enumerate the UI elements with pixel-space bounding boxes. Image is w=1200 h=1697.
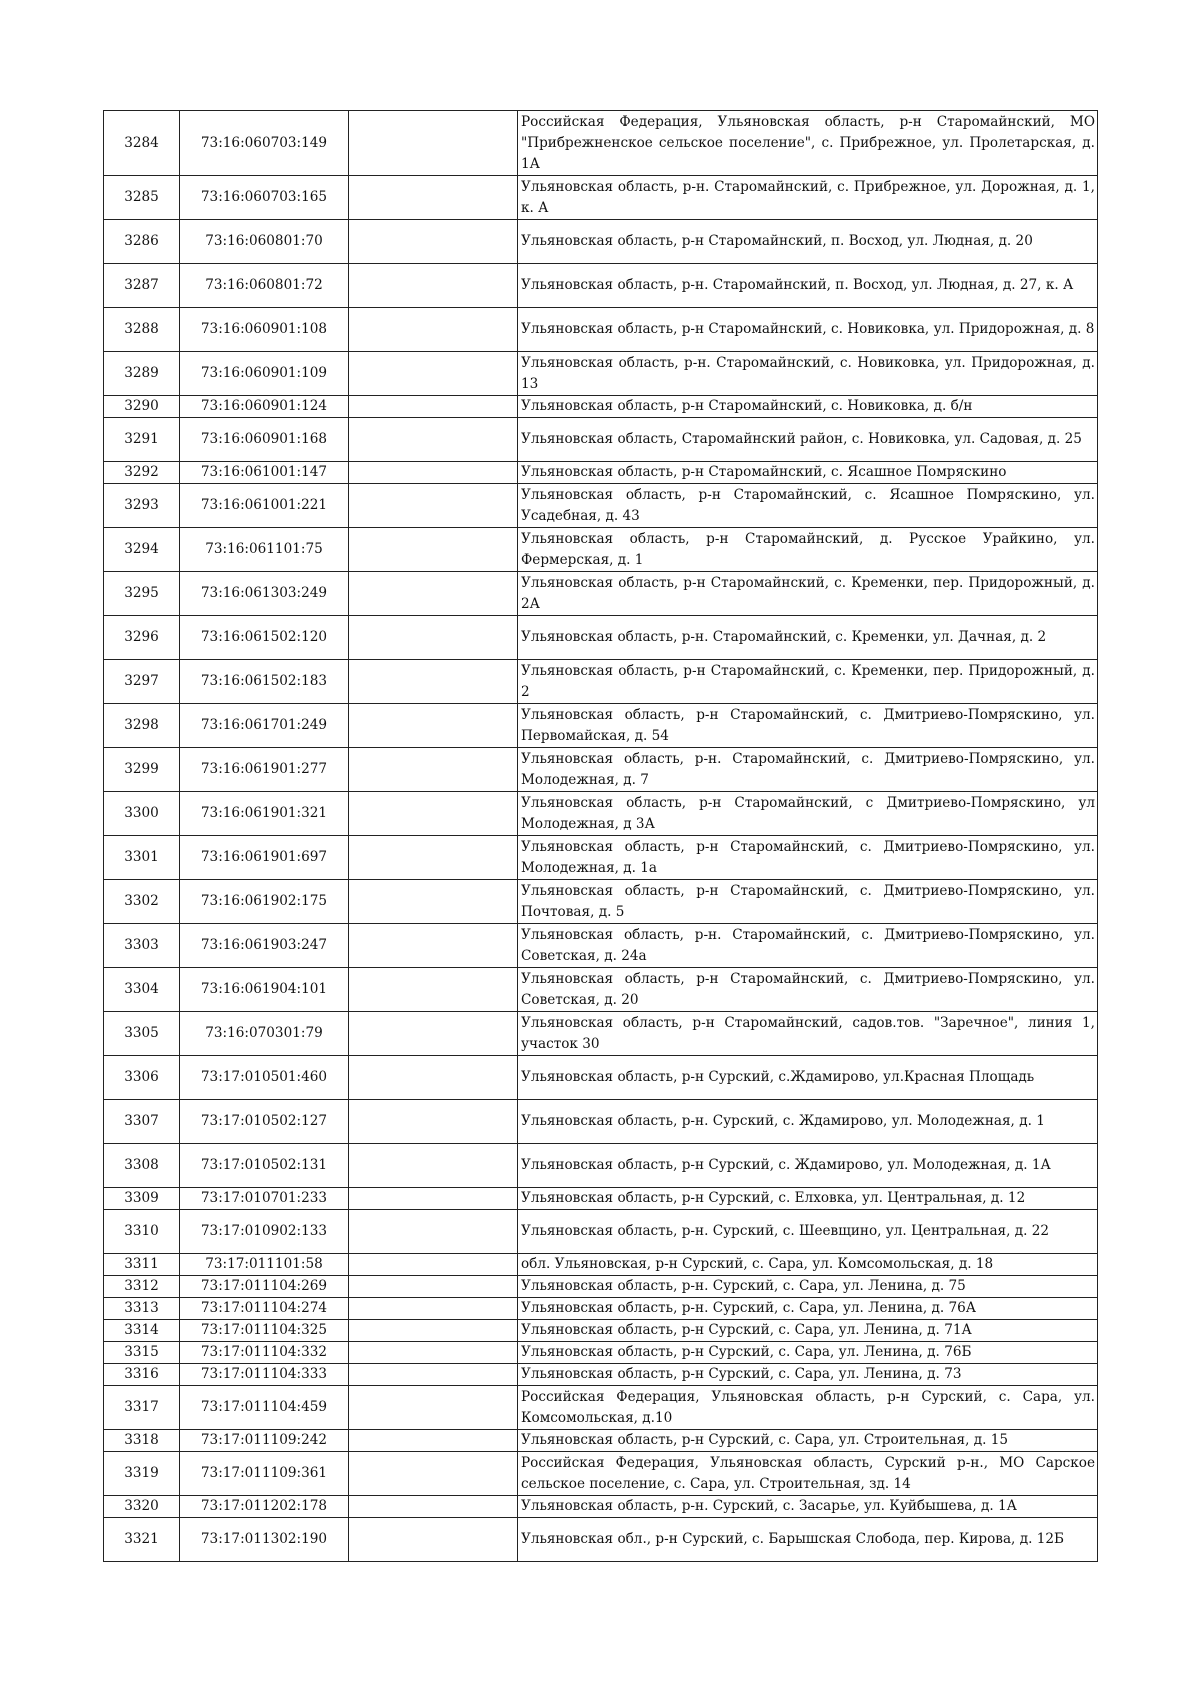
registry-table [103, 110, 1098, 1562]
cadastral-number-cell: 73:17:010902:133 [180, 1210, 349, 1254]
address-cell: Ульяновская область, р-н Сурский, с. Сара, ул. Ленина, д. 71А [518, 1320, 1098, 1342]
table-row [104, 1276, 1098, 1298]
table-row [104, 1144, 1098, 1188]
cadastral-number-cell: 73:17:010701:233 [180, 1188, 349, 1210]
address-cell: Российская Федерация, Ульяновская область, Сурский р-н., МО Сарское сельское поселение, с. Сара, ул. Строительная, зд. 14 [518, 1452, 1098, 1496]
address-cell: Ульяновская область, р-н Старомайнский, д. Русское Урайкино, ул. Фермерская, д. 1 [518, 528, 1098, 572]
empty-cell [349, 792, 518, 836]
row-number-cell: 3318 [104, 1430, 180, 1452]
empty-cell [349, 1364, 518, 1386]
table-row [104, 462, 1098, 484]
empty-cell [349, 880, 518, 924]
row-number-cell: 3302 [104, 880, 180, 924]
address-cell: Ульяновская область, р-н Сурский, с. Сара, ул. Ленина, д. 73 [518, 1364, 1098, 1386]
row-number-cell: 3307 [104, 1100, 180, 1144]
table-row [104, 352, 1098, 396]
empty-cell [349, 176, 518, 220]
empty-cell [349, 220, 518, 264]
row-number-cell: 3300 [104, 792, 180, 836]
row-number-cell: 3303 [104, 924, 180, 968]
empty-cell [349, 462, 518, 484]
address-cell: Ульяновская область, р-н Старомайнский, с. Новиковка, д. б/н [518, 396, 1098, 418]
table-row [104, 1342, 1098, 1364]
row-number-cell: 3294 [104, 528, 180, 572]
empty-cell [349, 616, 518, 660]
row-number-cell: 3301 [104, 836, 180, 880]
address-cell: Ульяновская область, р-н Сурский, с.Ждамирово, ул.Красная Площадь [518, 1056, 1098, 1100]
address-cell: Ульяновская область, р-н. Старомайнский, с. Дмитриево-Помряскино, ул. Молодежная, д. 7 [518, 748, 1098, 792]
row-number-cell: 3290 [104, 396, 180, 418]
table-row [104, 1496, 1098, 1518]
address-cell: Ульяновская область, р-н. Старомайнский, с. Прибрежное, ул. Дорожная, д. 1, к. А [518, 176, 1098, 220]
table-row [104, 1364, 1098, 1386]
table-row [104, 396, 1098, 418]
address-cell: Ульяновская область, р-н Старомайнский, с. Дмитриево-Помряскино, ул. Советская, д. 20 [518, 968, 1098, 1012]
cadastral-number-cell: 73:17:011302:190 [180, 1518, 349, 1562]
address-cell: Ульяновская область, р-н. Старомайнский, с. Дмитриево-Помряскино, ул. Советская, д. 24а [518, 924, 1098, 968]
table-row [104, 572, 1098, 616]
cadastral-number-cell: 73:16:061001:147 [180, 462, 349, 484]
cadastral-number-cell: 73:16:061901:321 [180, 792, 349, 836]
table-row [104, 880, 1098, 924]
table-row [104, 1012, 1098, 1056]
row-number-cell: 3319 [104, 1452, 180, 1496]
empty-cell [349, 264, 518, 308]
address-cell: Ульяновская область, р-н. Сурский, с. Засарье, ул. Куйбышева, д. 1А [518, 1496, 1098, 1518]
row-number-cell: 3315 [104, 1342, 180, 1364]
empty-cell [349, 968, 518, 1012]
row-number-cell: 3313 [104, 1298, 180, 1320]
registry-table-body [104, 111, 1098, 1562]
cadastral-number-cell: 73:16:060901:109 [180, 352, 349, 396]
table-row [104, 1188, 1098, 1210]
row-number-cell: 3287 [104, 264, 180, 308]
cadastral-number-cell: 73:16:060703:149 [180, 111, 349, 176]
table-row [104, 111, 1098, 176]
row-number-cell: 3286 [104, 220, 180, 264]
address-cell: Ульяновская область, р-н Старомайнский, с. Новиковка, ул. Придорожная, д. 8 [518, 308, 1098, 352]
row-number-cell: 3299 [104, 748, 180, 792]
cadastral-number-cell: 73:16:060801:70 [180, 220, 349, 264]
row-number-cell: 3284 [104, 111, 180, 176]
cadastral-number-cell: 73:17:011104:333 [180, 1364, 349, 1386]
row-number-cell: 3321 [104, 1518, 180, 1562]
empty-cell [349, 1254, 518, 1276]
table-row [104, 660, 1098, 704]
row-number-cell: 3304 [104, 968, 180, 1012]
address-cell: Ульяновская область, р-н Старомайнский, п. Восход, ул. Людная, д. 20 [518, 220, 1098, 264]
cadastral-number-cell: 73:16:061502:120 [180, 616, 349, 660]
cadastral-number-cell: 73:17:010502:127 [180, 1100, 349, 1144]
cadastral-number-cell: 73:16:061902:175 [180, 880, 349, 924]
row-number-cell: 3317 [104, 1386, 180, 1430]
table-row [104, 418, 1098, 462]
row-number-cell: 3289 [104, 352, 180, 396]
address-cell: Ульяновская область, р-н. Сурский, с. Сара, ул. Ленина, д. 75 [518, 1276, 1098, 1298]
row-number-cell: 3309 [104, 1188, 180, 1210]
empty-cell [349, 836, 518, 880]
row-number-cell: 3297 [104, 660, 180, 704]
empty-cell [349, 1452, 518, 1496]
empty-cell [349, 572, 518, 616]
cadastral-number-cell: 73:17:011202:178 [180, 1496, 349, 1518]
table-row [104, 616, 1098, 660]
row-number-cell: 3292 [104, 462, 180, 484]
address-cell: Ульяновская область, р-н Старомайнский, садов.тов. "Заречное", линия 1, участок 30 [518, 1012, 1098, 1056]
table-row [104, 484, 1098, 528]
table-row [104, 704, 1098, 748]
cadastral-number-cell: 73:16:061101:75 [180, 528, 349, 572]
table-row [104, 968, 1098, 1012]
address-cell: Ульяновская область, р-н Сурский, с. Ждамирово, ул. Молодежная, д. 1А [518, 1144, 1098, 1188]
address-cell: Ульяновская область, р-н Старомайнский, с. Дмитриево-Помряскино, ул. Молодежная, д. 1а [518, 836, 1098, 880]
empty-cell [349, 1056, 518, 1100]
address-cell: Ульяновская область, р-н Старомайнский, с. Ясашное Помряскино, ул. Усадебная, д. 43 [518, 484, 1098, 528]
cadastral-number-cell: 73:17:011109:361 [180, 1452, 349, 1496]
empty-cell [349, 748, 518, 792]
address-cell: Ульяновская область, р-н. Старомайнский, п. Восход, ул. Людная, д. 27, к. А [518, 264, 1098, 308]
row-number-cell: 3320 [104, 1496, 180, 1518]
row-number-cell: 3288 [104, 308, 180, 352]
table-row [104, 176, 1098, 220]
table-row [104, 1210, 1098, 1254]
empty-cell [349, 1276, 518, 1298]
table-row [104, 1254, 1098, 1276]
table-row [104, 748, 1098, 792]
empty-cell [349, 308, 518, 352]
cadastral-number-cell: 73:17:011104:269 [180, 1276, 349, 1298]
cadastral-number-cell: 73:17:011104:332 [180, 1342, 349, 1364]
address-cell: Российская Федерация, Ульяновская область, р-н Сурский, с. Сара, ул. Комсомольская, д.10 [518, 1386, 1098, 1430]
table-row [104, 924, 1098, 968]
address-cell: Ульяновская область, р-н Сурский, с. Сара, ул. Ленина, д. 76Б [518, 1342, 1098, 1364]
empty-cell [349, 1144, 518, 1188]
table-row [104, 1320, 1098, 1342]
table-row [104, 1100, 1098, 1144]
cadastral-number-cell: 73:16:060901:124 [180, 396, 349, 418]
cadastral-number-cell: 73:16:060901:168 [180, 418, 349, 462]
empty-cell [349, 1496, 518, 1518]
cadastral-number-cell: 73:16:060901:108 [180, 308, 349, 352]
cadastral-number-cell: 73:16:060801:72 [180, 264, 349, 308]
cadastral-number-cell: 73:17:011104:459 [180, 1386, 349, 1430]
cadastral-number-cell: 73:17:011104:274 [180, 1298, 349, 1320]
cadastral-number-cell: 73:16:061303:249 [180, 572, 349, 616]
address-cell: Ульяновская область, р-н. Старомайнский, с. Кременки, ул. Дачная, д. 2 [518, 616, 1098, 660]
empty-cell [349, 704, 518, 748]
table-row [104, 220, 1098, 264]
row-number-cell: 3310 [104, 1210, 180, 1254]
address-cell: Российская Федерация, Ульяновская область, р-н Старомайнский, МО "Прибрежненское сельское поселение", с. Прибрежное, ул. Пролетарская, д. 1А [518, 111, 1098, 176]
table-row [104, 1430, 1098, 1452]
empty-cell [349, 1298, 518, 1320]
row-number-cell: 3306 [104, 1056, 180, 1100]
row-number-cell: 3312 [104, 1276, 180, 1298]
table-row [104, 308, 1098, 352]
empty-cell [349, 418, 518, 462]
empty-cell [349, 1430, 518, 1452]
address-cell: Ульяновская область, р-н Сурский, с. Елховка, ул. Центральная, д. 12 [518, 1188, 1098, 1210]
address-cell: Ульяновская область, р-н Старомайнский, с. Кременки, пер. Придорожный, д. 2А [518, 572, 1098, 616]
cadastral-number-cell: 73:16:060703:165 [180, 176, 349, 220]
address-cell: Ульяновская область, р-н Старомайнский, с. Дмитриево-Помряскино, ул. Первомайская, д. 54 [518, 704, 1098, 748]
table-row [104, 1298, 1098, 1320]
cadastral-number-cell: 73:17:011104:325 [180, 1320, 349, 1342]
cadastral-number-cell: 73:17:011101:58 [180, 1254, 349, 1276]
row-number-cell: 3305 [104, 1012, 180, 1056]
row-number-cell: 3291 [104, 418, 180, 462]
address-cell: Ульяновская область, Старомайнский район, с. Новиковка, ул. Садовая, д. 25 [518, 418, 1098, 462]
empty-cell [349, 484, 518, 528]
cadastral-number-cell: 73:17:010501:460 [180, 1056, 349, 1100]
table-row [104, 1452, 1098, 1496]
cadastral-number-cell: 73:16:061502:183 [180, 660, 349, 704]
table-row [104, 528, 1098, 572]
table-row [104, 836, 1098, 880]
row-number-cell: 3314 [104, 1320, 180, 1342]
cadastral-number-cell: 73:16:061903:247 [180, 924, 349, 968]
empty-cell [349, 396, 518, 418]
row-number-cell: 3296 [104, 616, 180, 660]
cadastral-number-cell: 73:17:011109:242 [180, 1430, 349, 1452]
empty-cell [349, 660, 518, 704]
cadastral-number-cell: 73:16:061701:249 [180, 704, 349, 748]
empty-cell [349, 924, 518, 968]
row-number-cell: 3295 [104, 572, 180, 616]
address-cell: Ульяновская область, р-н Старомайнский, с Дмитриево-Помряскино, ул Молодежная, д 3А [518, 792, 1098, 836]
table-row [104, 1386, 1098, 1430]
row-number-cell: 3308 [104, 1144, 180, 1188]
empty-cell [349, 1188, 518, 1210]
address-cell: Ульяновская область, р-н. Сурский, с. Шеевщино, ул. Центральная, д. 22 [518, 1210, 1098, 1254]
row-number-cell: 3285 [104, 176, 180, 220]
address-cell: обл. Ульяновская, р-н Сурский, с. Сара, ул. Комсомольская, д. 18 [518, 1254, 1098, 1276]
empty-cell [349, 1320, 518, 1342]
empty-cell [349, 1518, 518, 1562]
table-row [104, 1518, 1098, 1562]
row-number-cell: 3316 [104, 1364, 180, 1386]
row-number-cell: 3293 [104, 484, 180, 528]
cadastral-number-cell: 73:16:061901:697 [180, 836, 349, 880]
empty-cell [349, 1210, 518, 1254]
address-cell: Ульяновская область, р-н. Сурский, с. Ждамирово, ул. Молодежная, д. 1 [518, 1100, 1098, 1144]
empty-cell [349, 1342, 518, 1364]
cadastral-number-cell: 73:17:010502:131 [180, 1144, 349, 1188]
address-cell: Ульяновская область, р-н Старомайнский, с. Дмитриево-Помряскино, ул. Почтовая, д. 5 [518, 880, 1098, 924]
empty-cell [349, 1012, 518, 1056]
address-cell: Ульяновская обл., р-н Сурский, с. Барышская Слобода, пер. Кирова, д. 12Б [518, 1518, 1098, 1562]
cadastral-number-cell: 73:16:061001:221 [180, 484, 349, 528]
empty-cell [349, 1100, 518, 1144]
cadastral-number-cell: 73:16:061901:277 [180, 748, 349, 792]
address-cell: Ульяновская область, р-н. Сурский, с. Сара, ул. Ленина, д. 76А [518, 1298, 1098, 1320]
empty-cell [349, 111, 518, 176]
address-cell: Ульяновская область, р-н Сурский, с. Сара, ул. Строительная, д. 15 [518, 1430, 1098, 1452]
cadastral-number-cell: 73:16:061904:101 [180, 968, 349, 1012]
table-row [104, 792, 1098, 836]
row-number-cell: 3311 [104, 1254, 180, 1276]
table-row [104, 264, 1098, 308]
address-cell: Ульяновская область, р-н Старомайнский, с. Кременки, пер. Придорожный, д. 2 [518, 660, 1098, 704]
empty-cell [349, 528, 518, 572]
address-cell: Ульяновская область, р-н. Старомайнский, с. Новиковка, ул. Придорожная, д. 13 [518, 352, 1098, 396]
empty-cell [349, 1386, 518, 1430]
table-row [104, 1056, 1098, 1100]
empty-cell [349, 352, 518, 396]
cadastral-number-cell: 73:16:070301:79 [180, 1012, 349, 1056]
address-cell: Ульяновская область, р-н Старомайнский, с. Ясашное Помряскино [518, 462, 1098, 484]
row-number-cell: 3298 [104, 704, 180, 748]
